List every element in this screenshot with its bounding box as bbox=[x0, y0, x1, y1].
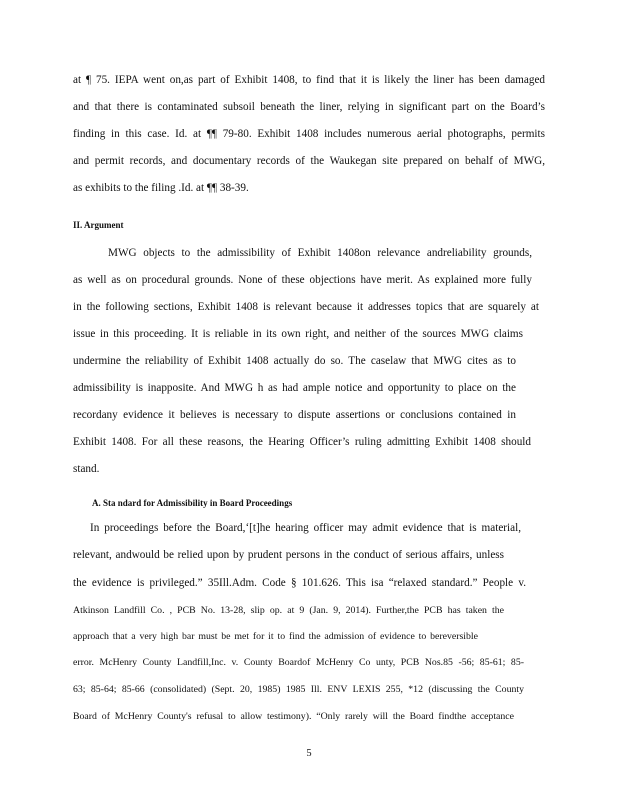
standard-line-7: 63; 85-64; 85-66 (consolidated) (Sept. 20, 1985) 1985 Ill. ENV LEXIS 255, *12 (discussing the County bbox=[73, 684, 524, 695]
intro-line-2: and that there is contaminated subsoil beneath the liner, relying in significant part on the Board’s bbox=[73, 101, 545, 113]
page-number: 5 bbox=[306, 748, 312, 759]
intro-line-5: as exhibits to the filing .Id. at ¶¶ 38-39. bbox=[73, 182, 249, 194]
intro-line-4: and permit records, and documentary records of the Waukegan site prepared on behalf of MWG, bbox=[73, 155, 545, 167]
standard-line-8: Board of McHenry County's refusal to allow testimony). “Only rarely will the Board findthe acceptance bbox=[73, 711, 514, 722]
argument-line-5: undermine the reliability of Exhibit 1408 actually do so. The caselaw that MWG cites as to bbox=[73, 355, 516, 367]
standard-line-6: error. McHenry County Landfill,Inc. v. County Boardof McHenry Co unty, PCB Nos.85 -56; 85-61; 85- bbox=[73, 657, 524, 668]
argument-line-9: stand. bbox=[73, 463, 100, 475]
argument-line-3: in the following sections, Exhibit 1408 is relevant because it addresses topics that are squarely at bbox=[73, 301, 539, 313]
standard-line-2: relevant, andwould be relied upon by prudent persons in the conduct of serious affairs, unless bbox=[73, 549, 504, 561]
argument-line-4: issue in this proceeding. It is reliable in its own right, and neither of the sources MWG claims bbox=[73, 328, 523, 340]
argument-line-2: as well as on procedural grounds. None of these objections have merit. As explained more fully bbox=[73, 274, 532, 286]
argument-line-7: recordany evidence it believes is necessary to dispute assertions or conclusions contained in bbox=[73, 409, 516, 421]
argument-line-6: admissibility is inapposite. And MWG h as had ample notice and opportunity to place on the bbox=[73, 382, 516, 394]
standard-line-5: approach that a very high bar must be met for it to find the admission of evidence to bereversible bbox=[73, 631, 478, 642]
standard-line-4: Atkinson Landfill Co. , PCB No. 13-28, slip op. at 9 (Jan. 9, 2014). Further,the PCB has taken the bbox=[73, 605, 504, 616]
standard-line-3: the evidence is privileged.” 35Ill.Adm. Code § 101.626. This isa “relaxed standard.” People v. bbox=[73, 577, 526, 589]
standard-line-1: In proceedings before the Board,‘[t]he hearing officer may admit evidence that is material, bbox=[90, 522, 521, 534]
argument-line-8: Exhibit 1408. For all these reasons, the Hearing Officer’s ruling admitting Exhibit 1408 should bbox=[73, 436, 531, 448]
subsection-heading: A. Sta ndard for Admissibility in Board Proceedings bbox=[92, 498, 293, 508]
intro-line-3: finding in this case. Id. at ¶¶ 79-80. Exhibit 1408 includes numerous aerial photographs, permits bbox=[73, 128, 545, 140]
section-heading: II. Argument bbox=[73, 220, 124, 230]
intro-line-1: at ¶ 75. IEPA went on,as part of Exhibit 1408, to find that it is likely the liner has been damaged bbox=[73, 74, 545, 86]
argument-line-1: MWG objects to the admissibility of Exhibit 1408on relevance andreliability grounds, bbox=[108, 247, 532, 259]
